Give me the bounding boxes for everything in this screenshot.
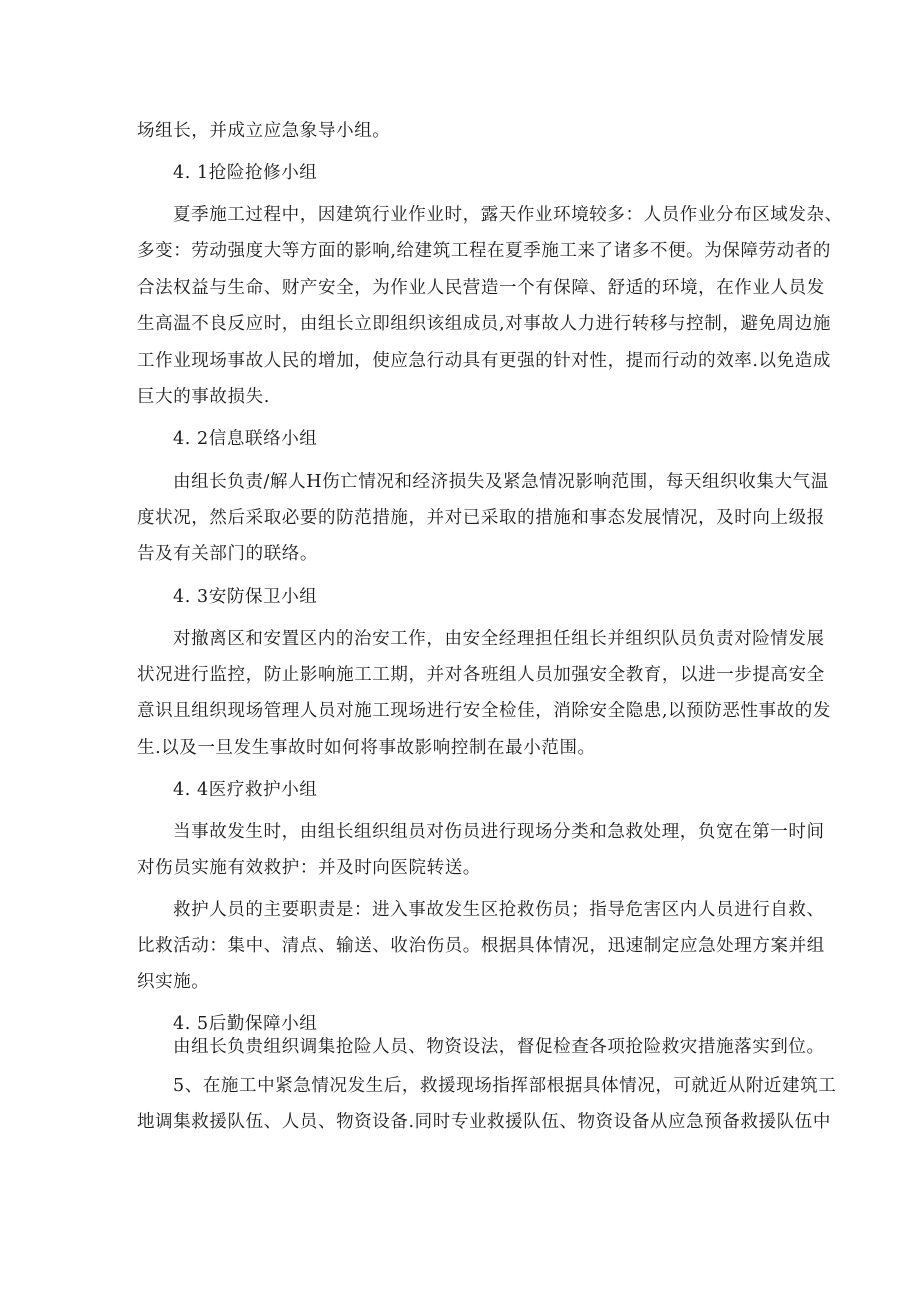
paragraph-line: 场组长，并成立应急象导小组。	[137, 121, 391, 141]
paragraph-line: 度状况，然后采取必要的防范措施，并对已采取的措施和事态发展情况，及时向上级报	[137, 508, 825, 528]
section-heading: 4. 4医疗救护小组	[173, 780, 318, 800]
paragraph-line: 工作业现场事故人民的增加，使应急行动具有更强的针对性，提而行动的效率.以免造成	[137, 351, 831, 371]
paragraph-line: 织实施。	[137, 972, 210, 992]
paragraph-line: 比救活动：集中、清点、输送、收治伤员。根据具体情况，迅速制定应急处理方案并组	[137, 936, 825, 956]
paragraph-line: 生.以及一旦发生事故时如何将事故影响控制在最小范围。	[137, 738, 596, 758]
paragraph-line: 意识且组织现场管理人员对施工现场进行安全检佳，消除安全隐患,以预防恶性事故的发	[137, 701, 831, 721]
section-heading: 4. 2信息联络小组	[173, 429, 318, 449]
section-heading: 4. 3安防保卫小组	[173, 587, 318, 607]
section-heading: 4. 1抢险抢修小组	[173, 163, 318, 183]
paragraph-line: 地调集救援队伍、人员、物资设备.同时专业救援队伍、物资设备从应急预备救援队伍中	[137, 1112, 831, 1132]
paragraph-line: 救护人员的主要职责是：进入事故发生区抢救伤员；指导危害区内人员进行自救、	[173, 900, 825, 920]
paragraph-line: 告及有关部门的联络。	[137, 544, 318, 564]
section-heading: 4. 5后勤保障小组	[173, 1014, 318, 1034]
paragraph-line: 当事故发生时，由组长组织组员对伤员进行现场分类和急救处理，负宽在第一时间	[173, 822, 825, 842]
paragraph-line: 由组长负责/解人H伤亡情况和经济损失及紧急情况影响范围，每天组织收集大气温	[173, 472, 829, 492]
paragraph-line: 对撤离区和安置区内的治安工作，由安全经理担任组长并组织队员负责对险情发展	[173, 629, 825, 649]
paragraph-line: 夏季施工过程中，因建筑行业作业时，露天作业环境较多：人员作业分布区域发杂、	[173, 205, 843, 225]
paragraph-line: 由组长负贵组织调集抢险人员、物资设法，督促检查各项抢险救灾措施落实到位。	[173, 1037, 825, 1057]
paragraph-line: 对伤员实施有效救护：并及时向医院转送。	[137, 858, 481, 878]
paragraph-line: 巨大的事故损失.	[137, 387, 270, 407]
paragraph-line: 多变：劳动强度大等方面的影响,给建筑工程在夏季施工来了诸多不便。为保障劳动者的	[137, 241, 831, 261]
paragraph-line: 5、在施工中紧急情况发生后，救援现场指挥部根据具体情况，可就近从附近建筑工	[173, 1076, 837, 1096]
paragraph-line: 状况进行监控，防止影响施工工期，并对各班组人员加强安全教育，以进一步提高安全	[137, 665, 825, 685]
paragraph-line: 合法权益与生命、财产安全，为作业人民营造一个有保障、舒适的环境，在作业人员发	[137, 278, 825, 298]
paragraph-line: 生高温不良反应时，由组长立即组织该组成员,对事故人力进行转移与控制，避免周边施	[137, 314, 831, 334]
